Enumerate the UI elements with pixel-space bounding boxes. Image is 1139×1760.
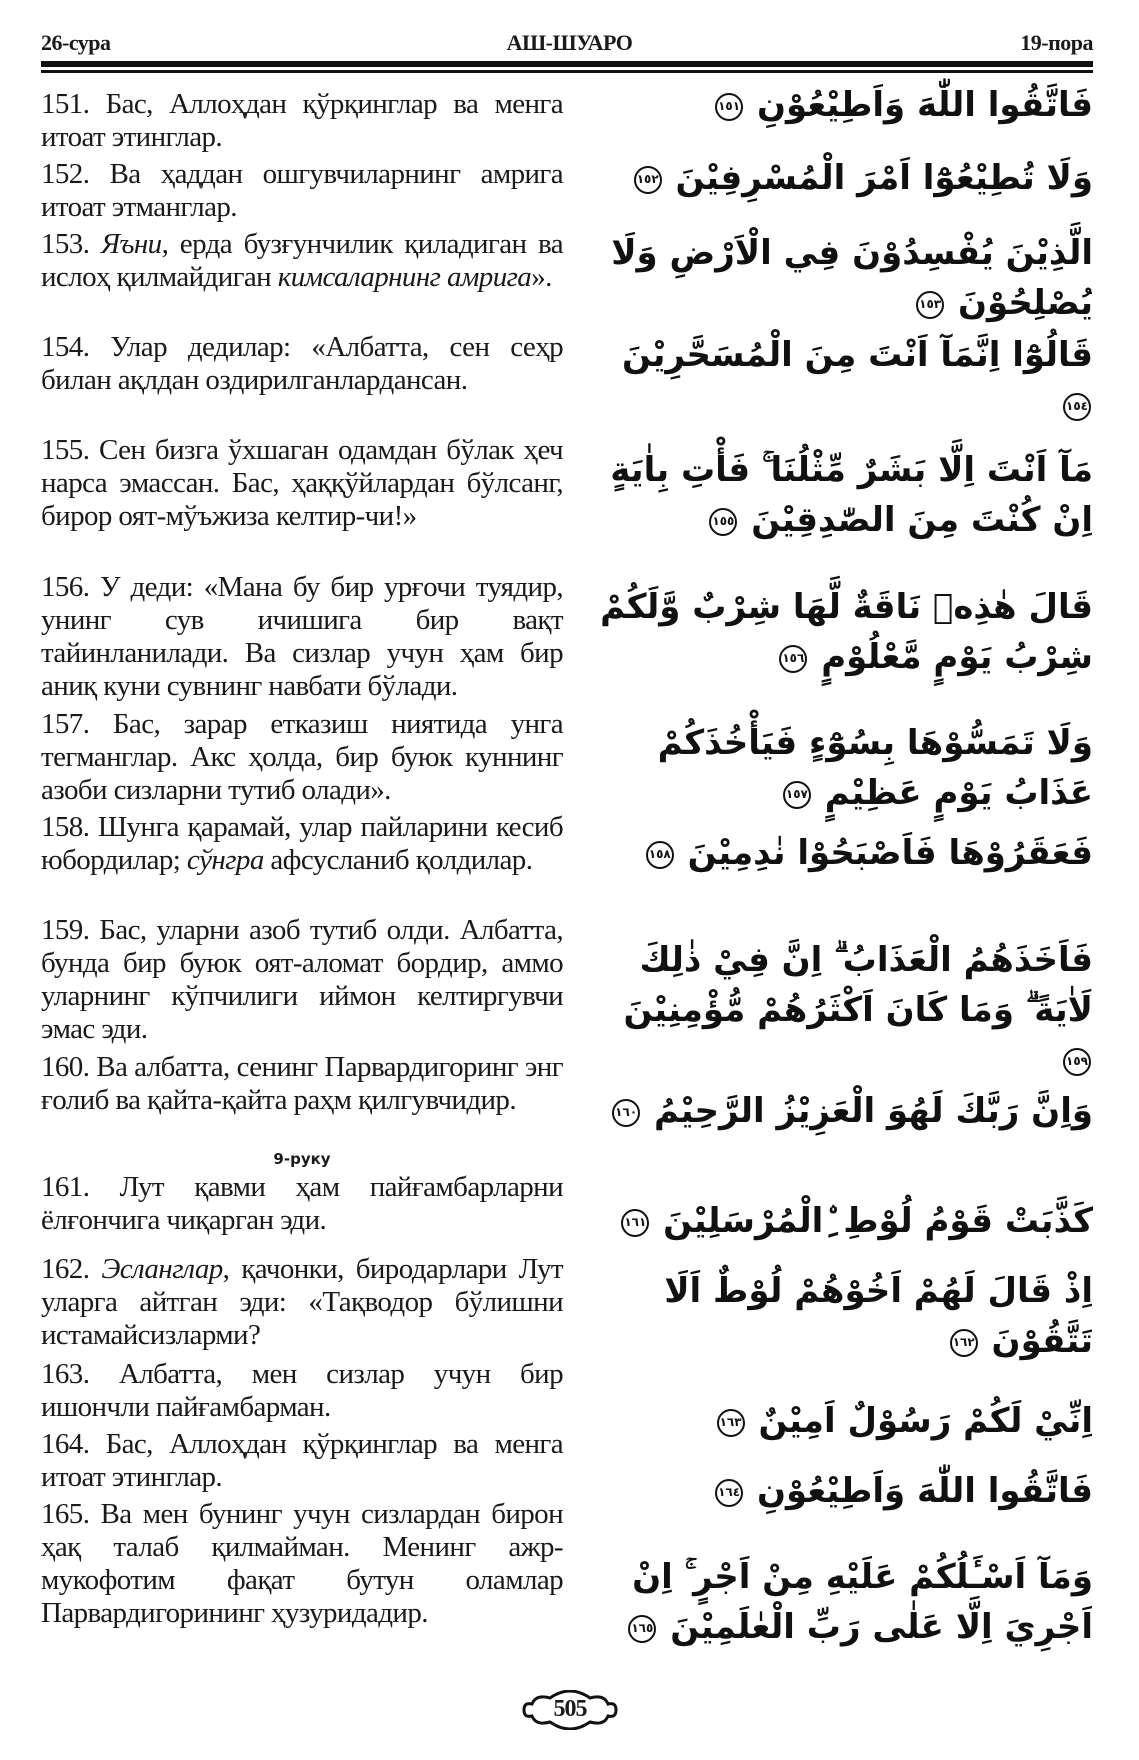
juz-label: 19-пора	[1020, 30, 1093, 55]
ayah-number-marker: ١٦٥	[628, 1615, 656, 1643]
verse-157: 157. Бас, зарар етказиш ниятида унга тегманглар. Акс ҳолда, бир буюк куннинг азоби сизларни тутиб олади».	[41, 708, 563, 806]
arabic-verse-164	[585, 1466, 1093, 1516]
verse-156: 156. У деди: «Мана бу бир урғочи туядир, унинг сув ичишига бир вақт тайинланилади. Ва сизлар учун ҳам бир аниқ куни сувнинг навбати бўлади.	[41, 571, 563, 702]
ruku-label: 9-руку	[273, 1150, 331, 1168]
page-title: АШ-ШУАРО	[506, 30, 633, 55]
verse-154: 154. Улар дедилар: «Албатта, сен сеҳр билан ақлдан оздирилганлардансан.	[41, 331, 563, 396]
ayah-number-marker: ١٥٣	[916, 291, 944, 319]
verse-164: 164. Бас, Аллоҳдан қўрқинглар ва менга итоат этинглар.	[41, 1428, 563, 1493]
arabic-verse-151	[585, 80, 1093, 130]
ayah-number-marker: ١٦٤	[715, 1479, 743, 1507]
arabic-text: كَذَّبَتْ قَوْمُ لُوْطِ ِۨالْمُرْسَلِيْنَ	[663, 1201, 1093, 1241]
ayah-number-marker: ١٦١	[621, 1209, 649, 1237]
arabic-verse-157	[585, 718, 1093, 818]
arabic-verse-163	[585, 1396, 1093, 1446]
verse-158: 158. Шунга қарамай, улар пайларини кесиб юбордилар; сўнгра афсусланиб қолдилар.	[41, 811, 563, 876]
arabic-verse-153	[585, 228, 1093, 328]
ayah-number-marker: ١٥٩	[1063, 1048, 1091, 1076]
arabic-verse-165	[585, 1552, 1093, 1652]
arabic-text: مَآ اَنْتَ اِلَّا بَشَرٌ مِّثْلُنَا ۚ فَأْتِ بِاٰيَةٍ اِنْ كُنْتَ مِنَ الصّٰدِقِيْنَ	[610, 450, 1093, 540]
verse-163: 163. Албатта, мен сизлар учун бир ишончли пайғамбарман.	[41, 1358, 563, 1423]
verse-162: 162. Эсланглар, қачонки, биродарлари Лут уларга айтган эди: «Тақводор бўлишни истамайсизларми?	[41, 1253, 563, 1351]
page-number-ornament	[520, 1690, 620, 1730]
verse-159: 159. Бас, уларни азоб тутиб олди. Албатта, бунда бир буюк оят-аломат бордир, аммо уларнинг кўпчилиги иймон келтиргувчи эмас эди.	[41, 914, 563, 1045]
surah-label: 26-сура	[41, 30, 111, 55]
header-rule-thin	[41, 70, 1093, 73]
arabic-verse-161	[585, 1196, 1093, 1246]
arabic-verse-155	[585, 445, 1093, 545]
arabic-verse-154	[585, 330, 1093, 430]
ayah-number-marker: ١٦٣	[717, 1409, 745, 1437]
ayah-number-marker: ١٥٢	[634, 166, 662, 194]
arabic-text: فَعَقَرُوْهَا فَاَصْبَحُوْا نٰدِمِيْنَ	[687, 833, 1093, 873]
verse-165: 165. Ва мен бунинг учун сизлардан бирон ҳақ талаб қилмайман. Менинг ажр-мукофотим фақат бутун оламлар Парвардигорининг ҳузуридадир.	[41, 1498, 563, 1629]
arabic-text: قَالُوْٓا اِنَّمَآ اَنْتَ مِنَ الْمُسَحَّرِيْنَ	[622, 335, 1093, 375]
page-number: 505	[553, 1696, 587, 1722]
arabic-text: اِذْ قَالَ لَهُمْ اَخُوْهُمْ لُوْطٌ اَلَا تَتَّقُوْنَ	[664, 1271, 1093, 1361]
arabic-text: وَمَآ اَسْـَٔلُكُمْ عَلَيْهِ مِنْ اَجْرٍ ۚ اِنْ اَجْرِيَ اِلَّا عَلٰى رَبِّ الْعٰلَمِيْنَ	[632, 1557, 1093, 1647]
verse-161: 161. Лут қавми ҳам пайғамбарларни ёлғончига чиқарган эди.	[41, 1171, 563, 1236]
ayah-number-marker: ١٥١	[715, 93, 743, 121]
verse-151: 151. Бас, Аллоҳдан қўрқинглар ва менга итоат этинглар.	[41, 88, 563, 153]
arabic-text: وَلَا تُطِيْعُوْٓا اَمْرَ الْمُسْرِفِيْنَ	[675, 158, 1093, 198]
header-rule-thick	[41, 61, 1093, 67]
arabic-text: فَاتَّقُوا اللّٰهَ وَاَطِيْعُوْنِ	[756, 85, 1093, 125]
arabic-verse-160	[585, 1086, 1093, 1136]
ayah-number-marker: ١٥٧	[783, 781, 811, 809]
arabic-verse-156	[585, 582, 1093, 682]
verse-153: 153. Яъни, ерда бузғунчилик қиладиган ва ислоҳ қилмайдиган кимсаларнинг амрига».	[41, 228, 563, 293]
ayah-number-marker: ١٥٦	[779, 645, 807, 673]
ayah-number-marker: ١٥٨	[646, 841, 674, 869]
arabic-text: فَاَخَذَهُمُ الْعَذَابُ ۗ اِنَّ فِيْ ذٰلِكَ لَاٰيَةً ۗ وَمَا كَانَ اَكْثَرُهُمْ مُّؤْمِنِيْنَ	[623, 940, 1093, 1030]
ayah-number-marker: ١٦٢	[950, 1329, 978, 1357]
arabic-text: قَالَ هٰذِهٖ نَاقَةٌ لَّهَا شِرْبٌ وَّلَكُمْ شِرْبُ يَوْمٍ مَّعْلُوْمٍ	[600, 587, 1093, 677]
arabic-verse-159	[585, 935, 1093, 1085]
ayah-number-marker: ١٦٠	[612, 1099, 640, 1127]
verse-155: 155. Сен бизга ўхшаган одамдан бўлак ҳеч нарса эмассан. Бас, ҳаққўйлардан бўлсанг, бирор оят-мўъжиза келтир-чи!»	[41, 434, 563, 532]
ayah-number-marker: ١٥٥	[709, 508, 737, 536]
arabic-verse-162	[585, 1266, 1093, 1366]
arabic-text: اِنِّيْ لَكُمْ رَسُوْلٌ اَمِيْنٌ	[758, 1401, 1093, 1441]
arabic-text: وَلَا تَمَسُّوْهَا بِسُوْٓءٍ فَيَأْخُذَكُمْ عَذَابُ يَوْمٍ عَظِيْمٍ	[657, 723, 1093, 813]
arabic-verse-152	[585, 153, 1093, 203]
arabic-text: فَاتَّقُوا اللّٰهَ وَاَطِيْعُوْنِ	[756, 1471, 1093, 1511]
arabic-text: الَّذِيْنَ يُفْسِدُوْنَ فِي الْاَرْضِ وَلَا يُصْلِحُوْنَ	[611, 233, 1093, 323]
verse-152: 152. Ва ҳаддан ошгувчиларнинг амрига итоат этманглар.	[41, 158, 563, 223]
ayah-number-marker: ١٥٤	[1063, 393, 1091, 421]
arabic-verse-158	[585, 828, 1093, 878]
arabic-text: وَاِنَّ رَبَّكَ لَهُوَ الْعَزِيْزُ الرَّحِيْمُ	[654, 1091, 1093, 1131]
verse-160: 160. Ва албатта, сенинг Парвардигоринг энг ғолиб ва қайта-қайта раҳм қилгувчидир.	[41, 1051, 563, 1116]
